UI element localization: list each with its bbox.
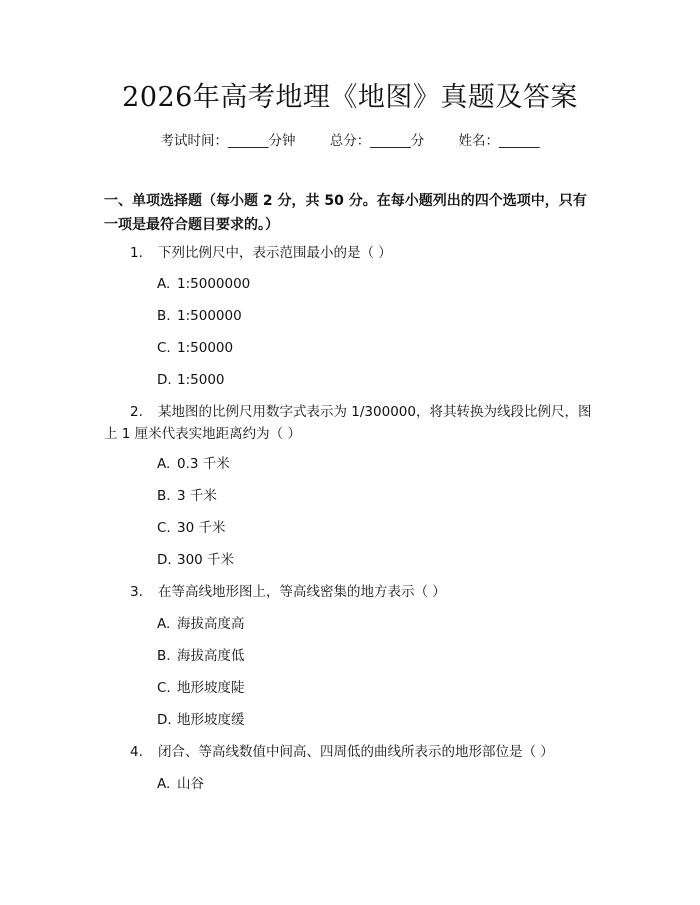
- option-1d: [157, 370, 225, 390]
- option-2a: [157, 454, 230, 474]
- option-text: 1:5000: [177, 372, 225, 388]
- option-text: 30 千米: [177, 520, 226, 536]
- question-1: [130, 243, 392, 263]
- option-2b: [157, 486, 217, 506]
- option-letter: D.: [157, 712, 172, 728]
- question-text: 下列比例尺中，表示范围最小的是（ ）: [158, 245, 392, 261]
- option-letter: A.: [157, 616, 171, 632]
- exam-time-field: 考试时间：______分钟: [160, 133, 296, 149]
- option-text: 1:5000000: [177, 276, 251, 292]
- document-title: 2026年高考地理《地图》真题及答案: [122, 82, 578, 113]
- option-letter: D.: [157, 552, 172, 568]
- question-text: 在等高线地形图上，等高线密集的地方表示（ ）: [158, 584, 446, 600]
- option-letter: C.: [157, 680, 171, 696]
- question-number: 4.: [130, 744, 143, 760]
- option-text: 山谷: [177, 776, 204, 792]
- option-letter: D.: [157, 372, 172, 388]
- exam-info-line: [0, 131, 700, 151]
- option-1b: [157, 306, 242, 326]
- option-letter: B.: [157, 488, 171, 504]
- option-text: 0.3 千米: [177, 456, 230, 472]
- option-text: 海拔高度高: [177, 616, 245, 632]
- question-number: 2.: [130, 404, 143, 420]
- option-letter: B.: [157, 648, 171, 664]
- option-text: 3 千米: [177, 488, 217, 504]
- option-letter: B.: [157, 308, 171, 324]
- option-letter: C.: [157, 340, 171, 356]
- option-letter: A.: [157, 276, 171, 292]
- question-text: 闭合、等高线数值中间高、四周低的曲线所表示的地形部位是（ ）: [158, 744, 554, 760]
- section-heading: 一、单项选择题（每小题 2 分，共 50 分。在每小题列出的四个选项中，只有一项是最符合题目要求的。）: [104, 193, 587, 233]
- question-number: 3.: [130, 584, 143, 600]
- option-text: 1:500000: [177, 308, 242, 324]
- question-number: 1.: [130, 245, 143, 261]
- option-2c: [157, 518, 225, 538]
- option-1a: [157, 274, 250, 294]
- option-2d: [157, 550, 234, 570]
- student-name-field: 姓名：______: [458, 133, 540, 149]
- option-3a: [157, 614, 245, 634]
- option-text: 1:50000: [177, 340, 234, 356]
- question-3: [130, 582, 446, 602]
- option-letter: A.: [157, 776, 171, 792]
- question-text: 某地图的比例尺用数字式表示为 1/300000，将其转换为线段比例尺，图: [158, 404, 592, 420]
- option-text: 300 千米: [177, 552, 235, 568]
- question-2: [130, 402, 591, 422]
- option-4a: [157, 774, 204, 794]
- total-score-field: 总分：______分: [329, 133, 425, 149]
- option-text: 地形坡度缓: [177, 712, 245, 728]
- question-2-continuation: 上 1 厘米代表实地距离约为（ ）: [104, 426, 301, 442]
- option-letter: A.: [157, 456, 171, 472]
- option-text: 海拔高度低: [177, 648, 245, 664]
- option-3d: [157, 710, 245, 730]
- option-letter: C.: [157, 520, 171, 536]
- option-1c: [157, 338, 233, 358]
- option-3b: [157, 646, 245, 666]
- option-text: 地形坡度陡: [177, 680, 245, 696]
- option-3c: [157, 678, 245, 698]
- question-4: [130, 742, 554, 762]
